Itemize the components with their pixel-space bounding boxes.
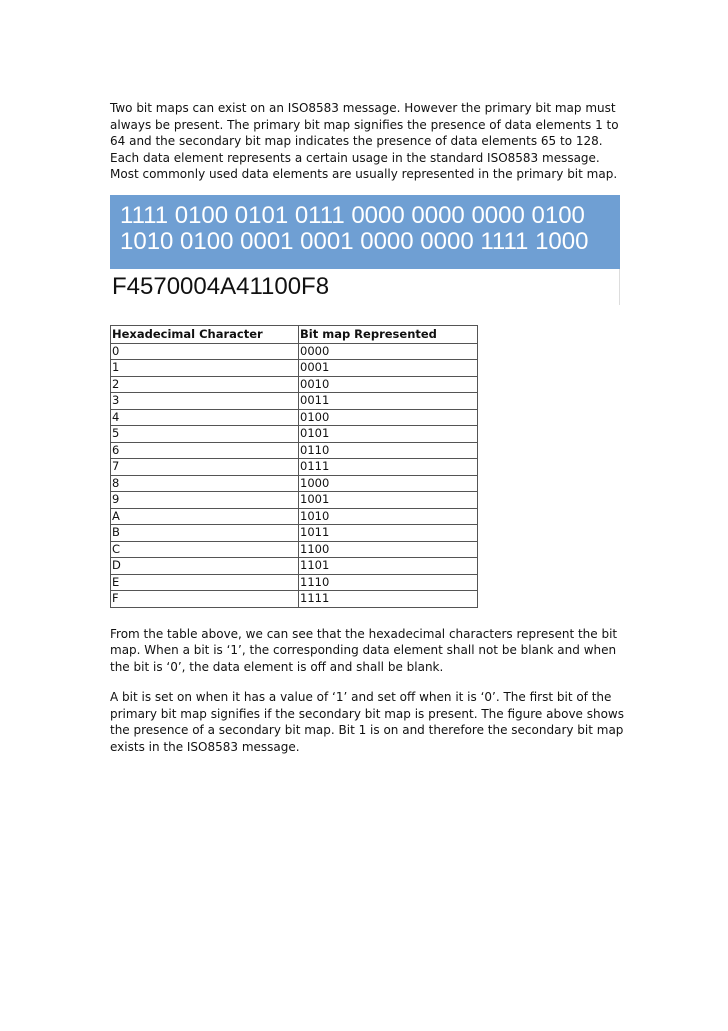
bitmap-cell: 1110 bbox=[299, 574, 478, 591]
hex-character-cell: 7 bbox=[111, 459, 299, 476]
binary-bitmap-figure bbox=[110, 195, 620, 269]
table-row bbox=[111, 360, 478, 377]
bitmap-cell: 0110 bbox=[299, 442, 478, 459]
header-bitmap-represented: Bit map Represented bbox=[299, 325, 478, 343]
secondary-bitmap-paragraph: A bit is set on when it has a value of ‘1’ and set off when it is ‘0’. The first bit of the primary bit map signifies if the secondary bit map is present. The figure above shows the presence of a secondary bit map. Bit 1 is on and therefore the secondary bit map exists in the ISO8583 message. bbox=[110, 690, 625, 754]
bitmap-cell: 1101 bbox=[299, 558, 478, 575]
hex-character-cell: D bbox=[111, 558, 299, 575]
intro-paragraph: Two bit maps can exist on an ISO8583 message. However the primary bit map must always be present. The primary bit map signifies the presence of data elements 1 to 64 and the secondary bit map indicates the presence of data elements 65 to 128. Each data element represents a certain usage in the standard ISO8583 message. Most commonly used data elements are usually represented in the primary bit map. bbox=[110, 101, 619, 181]
binary-line-1: 1111 0100 0101 0111 0000 0000 0000 0100 bbox=[120, 201, 585, 229]
hex-character-cell: C bbox=[111, 541, 299, 558]
header-hex-character: Hexadecimal Character bbox=[111, 325, 299, 343]
hex-character-cell: 3 bbox=[111, 393, 299, 410]
bitmap-cell: 0111 bbox=[299, 459, 478, 476]
hex-character-cell: E bbox=[111, 574, 299, 591]
document-page bbox=[110, 100, 630, 755]
table-row bbox=[111, 492, 478, 509]
hex-to-bitmap-table bbox=[110, 325, 478, 608]
table-row bbox=[111, 574, 478, 591]
bitmap-cell: 1010 bbox=[299, 508, 478, 525]
bitmap-cell: 1100 bbox=[299, 541, 478, 558]
hex-character-cell: 5 bbox=[111, 426, 299, 443]
bitmap-cell: 1111 bbox=[299, 591, 478, 608]
hex-character-cell: B bbox=[111, 525, 299, 542]
table-row bbox=[111, 376, 478, 393]
table-row bbox=[111, 393, 478, 410]
table-row bbox=[111, 409, 478, 426]
bitmap-cell: 1011 bbox=[299, 525, 478, 542]
hex-bitmap-string: F4570004A41100F8 bbox=[110, 269, 620, 305]
table-row bbox=[111, 426, 478, 443]
hex-character-cell: 2 bbox=[111, 376, 299, 393]
bitmap-cell: 0000 bbox=[299, 343, 478, 360]
bitmap-cell: 0001 bbox=[299, 360, 478, 377]
binary-line-2: 1010 0100 0001 0001 0000 0000 1111 1000 bbox=[120, 227, 589, 255]
table-row bbox=[111, 525, 478, 542]
bitmap-cell: 0101 bbox=[299, 426, 478, 443]
table-row bbox=[111, 558, 478, 575]
table-row bbox=[111, 343, 478, 360]
hex-character-cell: 4 bbox=[111, 409, 299, 426]
table-row bbox=[111, 508, 478, 525]
bitmap-cell: 0100 bbox=[299, 409, 478, 426]
hex-character-cell: 8 bbox=[111, 475, 299, 492]
table-row bbox=[111, 459, 478, 476]
bitmap-cell: 0010 bbox=[299, 376, 478, 393]
table-row bbox=[111, 541, 478, 558]
hex-character-cell: 6 bbox=[111, 442, 299, 459]
bitmap-cell: 0011 bbox=[299, 393, 478, 410]
table-header-row bbox=[111, 325, 478, 343]
hex-character-cell: 0 bbox=[111, 343, 299, 360]
hex-character-cell: 9 bbox=[111, 492, 299, 509]
table-body bbox=[111, 343, 478, 607]
explanation-paragraph: From the table above, we can see that the hexadecimal characters represent the bit map. When a bit is ‘1’, the corresponding data element shall not be blank and when the bit is ‘0’, the data element is off and shall be blank. bbox=[110, 626, 618, 674]
bitmap-cell: 1001 bbox=[299, 492, 478, 509]
table-row bbox=[111, 442, 478, 459]
bitmap-cell: 1000 bbox=[299, 475, 478, 492]
table-row bbox=[111, 475, 478, 492]
hex-character-cell: 1 bbox=[111, 360, 299, 377]
hex-character-cell: F bbox=[111, 591, 299, 608]
hex-character-cell: A bbox=[111, 508, 299, 525]
table-row bbox=[111, 591, 478, 608]
